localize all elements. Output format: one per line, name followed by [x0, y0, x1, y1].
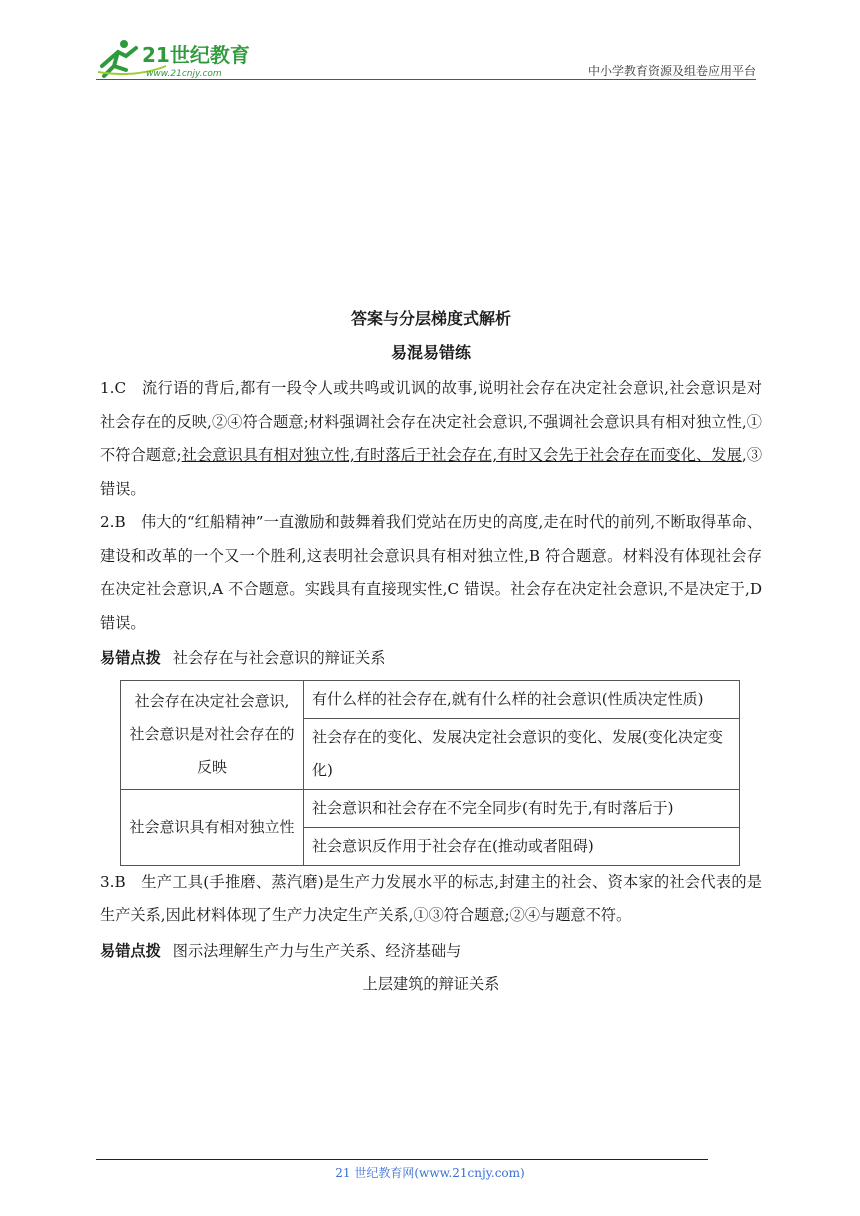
- footer-text: 21 世纪教育网(www.21cnjy.com): [335, 1166, 525, 1180]
- page-title: 答案与分层梯度式解析: [350, 309, 511, 328]
- tip-2-continued: 上层建筑的辩证关系: [362, 975, 500, 993]
- platform-name: 中小学教育资源及组卷应用平台: [587, 64, 756, 78]
- header-divider: [96, 79, 756, 80]
- table-cell-left: 社会意识具有相对独立性: [121, 789, 304, 865]
- tip-1-text: 社会存在与社会意识的辩证关系: [172, 649, 386, 667]
- answer-content: [100, 300, 762, 1002]
- answer-1: [100, 372, 762, 506]
- footer-divider: [96, 1159, 708, 1160]
- tip-1: [100, 642, 762, 676]
- table-cell-left: 社会存在决定社会意识,社会意识是对社会存在的反映: [121, 680, 304, 789]
- page-header: [0, 0, 860, 90]
- table-cell: 社会意识反作用于社会存在(推动或者阻碍): [304, 827, 740, 865]
- answer-1-end: ,③错误。: [100, 446, 763, 498]
- tip-2-label: 易错点拨: [100, 941, 161, 960]
- answer-1-text: 1.C 流行语的背后,都有一段令人或共鸣或讥讽的故事,说明社会存在决定社会意识,社会意识是对社会存在的反映,②④符合题意;材料强调社会存在决定社会意识,不强调社会意识具有相对独立性,①不符合题意;: [100, 379, 762, 464]
- table-cell: 社会意识和社会存在不完全同步(有时先于,有时落后于): [304, 789, 740, 827]
- table-row: [121, 789, 740, 827]
- logo: [96, 36, 266, 80]
- section-title: 易混易错练: [390, 343, 471, 362]
- table-cell: 有什么样的社会存在,就有什么样的社会意识(性质决定性质): [304, 680, 740, 718]
- answer-2: 2.B 伟大的“红船精神”一直激励和鼓舞着我们党站在历史的高度,走在时代的前列,不断取得革命、建设和改革的一个又一个胜利,这表明社会意识具有相对独立性,B 符合题意。材料没有体现社会存在决定社会意识,A 不合题意。实践具有直接现实性,C 错误。社会存在决定社会意识,不是决定于,D 错误。: [100, 513, 762, 632]
- answer-3: 3.B 生产工具(手推磨、蒸汽磨)是生产力发展水平的标志,封建主的社会、资本家的社会代表的是生产关系,因此材料体现了生产力决定生产关系,①③符合题意;②④与题意不符。: [100, 872, 762, 924]
- table-cell: 社会存在的变化、发展决定社会意识的变化、发展(变化决定变化): [304, 718, 740, 789]
- logo-text: 21世纪教育: [142, 43, 250, 67]
- table-row: [121, 680, 740, 718]
- tip-2-text: 图示法理解生产力与生产关系、经济基础与: [172, 941, 462, 960]
- relation-table: [120, 680, 740, 866]
- answer-1-underlined: 社会意识具有相对独立性,有时落后于社会存在,有时又会先于社会存在而变化、发展: [181, 446, 742, 464]
- tip-1-label: 易错点拨: [100, 649, 161, 667]
- logo-url: www.21cnjy.com: [146, 69, 222, 79]
- tip-2: [100, 935, 762, 969]
